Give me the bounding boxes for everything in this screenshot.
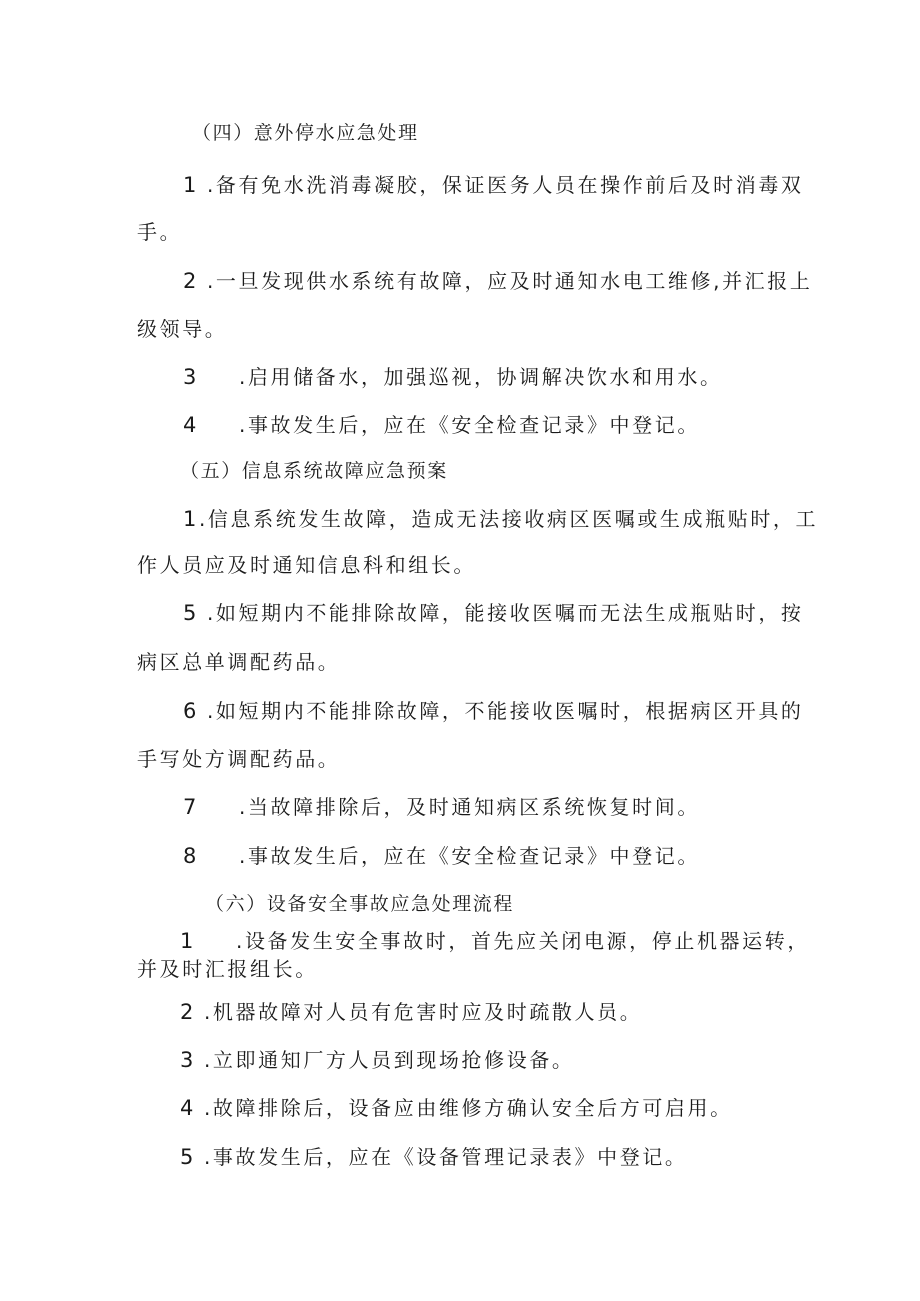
item-continuation: 手。 xyxy=(137,220,183,244)
item-number: 4 xyxy=(180,1096,196,1120)
list-item xyxy=(183,793,700,821)
item-number: 8 xyxy=(183,844,199,868)
item-text: .如短期内不能排除故障，能接收医嘱而无法生成瓶贴时，按 xyxy=(206,601,804,625)
item-text: .事故发生后，应在《设备管理记录表》中登记。 xyxy=(203,1145,688,1169)
section-heading-4: （四）意外停水应急处理 xyxy=(192,122,419,144)
item-number: 1 xyxy=(183,507,199,531)
list-item xyxy=(183,505,818,533)
item-text: .机器故障对人员有危害时应及时疏散人员。 xyxy=(203,1000,643,1024)
item-text: .故障排除后，设备应由维修方确认安全后方可启用。 xyxy=(203,1096,733,1120)
item-number: 1 xyxy=(180,929,196,953)
item-text: .一旦发现供水系统有故障，应及时通知水电工维修,并汇报上 xyxy=(206,269,813,293)
item-continuation: 病区总单调配药品。 xyxy=(137,650,341,674)
section-heading-5: （五）信息系统故障应急预案 xyxy=(180,460,448,482)
list-item xyxy=(180,1046,575,1074)
item-text: .当故障排除后，及时通知病区系统恢复时间。 xyxy=(239,795,700,819)
item-text: .事故发生后，应在《安全检查记录》中登记。 xyxy=(239,844,700,868)
item-text: .立即通知厂方人员到现场抢修设备。 xyxy=(203,1048,575,1072)
item-text: .如短期内不能排除故障，不能接收医嘱时，根据病区开具的 xyxy=(206,699,804,723)
item-number: 4 xyxy=(183,413,199,437)
list-item xyxy=(180,1143,688,1171)
item-text: .设备发生安全事故时，首先应关闭电源，停止机器运转， xyxy=(236,929,810,953)
item-text: .信息系统发生故障，造成无法接收病区医嘱或生成瓶贴时，工 xyxy=(198,507,819,531)
list-item xyxy=(183,697,804,725)
list-item xyxy=(183,171,804,199)
item-number: 2 xyxy=(183,269,199,293)
list-item xyxy=(180,927,810,955)
item-number: 6 xyxy=(183,699,199,723)
list-item xyxy=(183,599,804,627)
list-item xyxy=(180,998,642,1026)
item-continuation: 手写处方调配药品。 xyxy=(137,747,341,771)
item-continuation: 并及时汇报组长。 xyxy=(137,957,318,981)
item-text: .启用储备水，加强巡视，协调解决饮水和用水。 xyxy=(239,365,723,389)
list-item xyxy=(183,363,723,391)
item-text: .备有免水洗消毒凝胶，保证医务人员在操作前后及时消毒双 xyxy=(206,173,804,197)
item-continuation: 作人员应及时通知信息科和组长。 xyxy=(137,553,476,577)
section-heading-6: （六）设备安全事故应急处理流程 xyxy=(205,893,515,915)
item-number: 1 xyxy=(183,173,199,197)
item-number: 5 xyxy=(183,601,199,625)
list-item xyxy=(183,267,812,295)
item-number: 5 xyxy=(180,1145,196,1169)
list-item xyxy=(180,1094,733,1122)
item-number: 3 xyxy=(180,1048,196,1072)
item-continuation: 级领导。 xyxy=(137,317,228,341)
item-number: 7 xyxy=(183,795,199,819)
item-number: 3 xyxy=(183,365,199,389)
item-text: .事故发生后，应在《安全检查记录》中登记。 xyxy=(239,413,700,437)
item-number: 2 xyxy=(180,1000,196,1024)
list-item xyxy=(183,411,700,439)
list-item xyxy=(183,842,700,870)
